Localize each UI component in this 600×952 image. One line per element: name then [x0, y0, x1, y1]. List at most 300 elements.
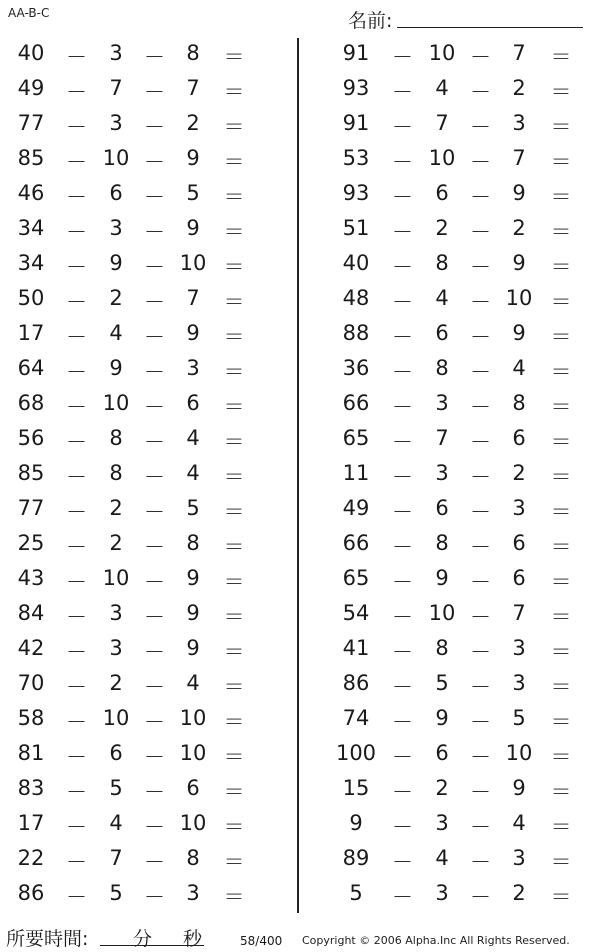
number-b: 2 [435, 776, 449, 800]
minus-sign: － [470, 185, 491, 209]
minus-sign: － [470, 255, 491, 279]
number-a: 85 [17, 146, 45, 170]
number-a: 49 [17, 76, 45, 100]
equals-sign: ＝ [550, 325, 572, 349]
number-b: 9 [435, 706, 449, 730]
number-c: 3 [186, 881, 200, 905]
equals-sign: ＝ [223, 500, 245, 524]
number-b: 10 [428, 601, 456, 625]
number-b: 4 [435, 846, 449, 870]
equals-sign: ＝ [223, 325, 245, 349]
problem-row-right [0, 353, 600, 388]
number-c: 5 [512, 706, 526, 730]
minus-sign: － [392, 185, 413, 209]
number-b: 9 [109, 251, 123, 275]
equals-sign: ＝ [550, 535, 572, 559]
minus-sign: － [144, 745, 165, 769]
equals-sign: ＝ [223, 850, 245, 874]
number-c: 3 [512, 496, 526, 520]
number-c: 7 [186, 76, 200, 100]
minus-sign: － [470, 710, 491, 734]
minus-sign: － [66, 290, 87, 314]
number-c: 3 [512, 111, 526, 135]
number-b: 6 [435, 496, 449, 520]
problem-row-right [0, 458, 600, 493]
minus-sign: － [470, 325, 491, 349]
number-c: 7 [512, 146, 526, 170]
number-b: 7 [109, 76, 123, 100]
number-a: 11 [342, 461, 370, 485]
equals-sign: ＝ [550, 745, 572, 769]
number-a: 46 [17, 181, 45, 205]
equals-sign: ＝ [223, 605, 245, 629]
number-c: 9 [186, 321, 200, 345]
number-c: 9 [186, 216, 200, 240]
number-b: 10 [428, 41, 456, 65]
number-c: 10 [179, 741, 207, 765]
equals-sign: ＝ [223, 535, 245, 559]
minus-sign: － [144, 255, 165, 279]
minus-sign: － [66, 150, 87, 174]
equals-sign: ＝ [223, 745, 245, 769]
number-b: 5 [109, 776, 123, 800]
equals-sign: ＝ [550, 640, 572, 664]
minus-sign: － [470, 360, 491, 384]
number-b: 2 [109, 496, 123, 520]
name-label: 名前: [348, 10, 393, 32]
number-a: 86 [17, 881, 45, 905]
minus-sign: － [66, 535, 87, 559]
minus-sign: － [392, 710, 413, 734]
number-b: 2 [109, 286, 123, 310]
problem-row-right [0, 528, 600, 563]
number-b: 8 [109, 426, 123, 450]
number-a: 64 [17, 356, 45, 380]
minus-sign: － [392, 745, 413, 769]
number-a: 43 [17, 566, 45, 590]
minus-sign: － [470, 745, 491, 769]
worksheet-code: AA-B-C [8, 6, 50, 20]
minus-sign: － [470, 115, 491, 139]
minus-sign: － [144, 780, 165, 804]
page-number: 58/400 [240, 934, 283, 948]
equals-sign: ＝ [550, 255, 572, 279]
minus-sign: － [470, 780, 491, 804]
number-b: 5 [109, 881, 123, 905]
equals-sign: ＝ [223, 675, 245, 699]
number-a: 81 [17, 741, 45, 765]
minus-sign: － [66, 185, 87, 209]
problem-row-right [0, 598, 600, 633]
equals-sign: ＝ [550, 780, 572, 804]
number-c: 2 [512, 76, 526, 100]
minus-sign: － [392, 360, 413, 384]
minus-sign: － [144, 500, 165, 524]
number-c: 5 [186, 181, 200, 205]
minus-sign: － [144, 290, 165, 314]
equals-sign: ＝ [550, 220, 572, 244]
equals-sign: ＝ [550, 395, 572, 419]
number-b: 10 [102, 391, 130, 415]
number-c: 4 [512, 356, 526, 380]
minus-sign: － [144, 395, 165, 419]
number-a: 34 [17, 251, 45, 275]
number-a: 83 [17, 776, 45, 800]
number-c: 6 [512, 531, 526, 555]
number-a: 89 [342, 846, 370, 870]
number-b: 2 [109, 671, 123, 695]
minus-sign: － [66, 745, 87, 769]
equals-sign: ＝ [223, 885, 245, 909]
minus-sign: － [66, 325, 87, 349]
minus-sign: － [392, 465, 413, 489]
problem-row-right [0, 843, 600, 878]
equals-sign: ＝ [550, 360, 572, 384]
minus-sign: － [470, 605, 491, 629]
number-a: 86 [342, 671, 370, 695]
equals-sign: ＝ [550, 465, 572, 489]
number-b: 7 [435, 111, 449, 135]
equals-sign: ＝ [223, 710, 245, 734]
equals-sign: ＝ [550, 150, 572, 174]
number-b: 3 [435, 461, 449, 485]
number-a: 77 [17, 496, 45, 520]
number-b: 10 [102, 706, 130, 730]
minus-sign: － [144, 360, 165, 384]
problem-row-right [0, 248, 600, 283]
number-a: 15 [342, 776, 370, 800]
number-c: 6 [512, 566, 526, 590]
minus-sign: － [144, 605, 165, 629]
number-b: 3 [109, 601, 123, 625]
number-c: 4 [186, 426, 200, 450]
number-c: 8 [512, 391, 526, 415]
number-b: 9 [435, 566, 449, 590]
number-c: 7 [512, 601, 526, 625]
copyright-notice: Copyright © 2006 Alpha.Inc All Rights Reserved. [302, 934, 570, 947]
minus-sign: － [392, 885, 413, 909]
problem-row-right [0, 38, 600, 73]
minus-sign: － [66, 395, 87, 419]
number-b: 8 [435, 251, 449, 275]
equals-sign: ＝ [223, 360, 245, 384]
problem-row-right [0, 878, 600, 913]
equals-sign: ＝ [550, 710, 572, 734]
equals-sign: ＝ [550, 605, 572, 629]
minus-sign: － [144, 185, 165, 209]
minus-sign: － [144, 325, 165, 349]
equals-sign: ＝ [550, 430, 572, 454]
minus-sign: － [470, 535, 491, 559]
problem-row-right [0, 668, 600, 703]
equals-sign: ＝ [223, 430, 245, 454]
problem-row-right [0, 388, 600, 423]
minus-sign: － [392, 115, 413, 139]
number-a: 48 [342, 286, 370, 310]
minus-sign: － [392, 850, 413, 874]
number-c: 4 [186, 671, 200, 695]
problem-row-right [0, 423, 600, 458]
minus-sign: － [392, 290, 413, 314]
minus-sign: － [144, 220, 165, 244]
number-a: 40 [17, 41, 45, 65]
minus-sign: － [66, 465, 87, 489]
problem-row-right [0, 808, 600, 843]
minus-sign: － [144, 465, 165, 489]
number-b: 2 [435, 216, 449, 240]
minus-sign: － [470, 430, 491, 454]
equals-sign: ＝ [550, 290, 572, 314]
equals-sign: ＝ [550, 185, 572, 209]
equals-sign: ＝ [550, 570, 572, 594]
equals-sign: ＝ [223, 780, 245, 804]
number-a: 9 [349, 811, 363, 835]
number-c: 3 [512, 636, 526, 660]
minus-sign: － [470, 150, 491, 174]
minus-sign: － [392, 780, 413, 804]
number-c: 8 [186, 846, 200, 870]
problem-row-right [0, 108, 600, 143]
number-c: 9 [186, 146, 200, 170]
number-a: 88 [342, 321, 370, 345]
minus-sign: － [392, 395, 413, 419]
minus-sign: － [392, 535, 413, 559]
minus-sign: － [144, 430, 165, 454]
number-b: 6 [435, 741, 449, 765]
problem-row-right [0, 773, 600, 808]
time-label: 所要時間: [6, 928, 89, 950]
minus-sign: － [66, 850, 87, 874]
number-c: 10 [179, 251, 207, 275]
minutes-label: 分 [133, 928, 153, 950]
equals-sign: ＝ [550, 850, 572, 874]
problem-row-right [0, 703, 600, 738]
minus-sign: － [392, 220, 413, 244]
number-b: 5 [435, 671, 449, 695]
minus-sign: － [470, 45, 491, 69]
number-a: 91 [342, 111, 370, 135]
number-a: 91 [342, 41, 370, 65]
minus-sign: － [470, 290, 491, 314]
minus-sign: － [66, 255, 87, 279]
minus-sign: － [144, 640, 165, 664]
minus-sign: － [392, 675, 413, 699]
number-c: 2 [512, 461, 526, 485]
number-a: 74 [342, 706, 370, 730]
number-b: 4 [109, 811, 123, 835]
minus-sign: － [392, 150, 413, 174]
number-a: 85 [17, 461, 45, 485]
name-input-line[interactable] [397, 27, 583, 28]
equals-sign: ＝ [223, 290, 245, 314]
number-a: 68 [17, 391, 45, 415]
number-c: 8 [186, 531, 200, 555]
number-b: 3 [109, 216, 123, 240]
minus-sign: － [392, 605, 413, 629]
number-a: 65 [342, 566, 370, 590]
equals-sign: ＝ [223, 115, 245, 139]
number-b: 3 [435, 391, 449, 415]
minus-sign: － [144, 710, 165, 734]
number-c: 6 [186, 776, 200, 800]
minus-sign: － [66, 80, 87, 104]
equals-sign: ＝ [223, 185, 245, 209]
number-b: 4 [109, 321, 123, 345]
equals-sign: ＝ [223, 80, 245, 104]
number-a: 65 [342, 426, 370, 450]
number-a: 22 [17, 846, 45, 870]
number-c: 9 [512, 251, 526, 275]
number-c: 4 [186, 461, 200, 485]
equals-sign: ＝ [223, 45, 245, 69]
minus-sign: － [392, 80, 413, 104]
minus-sign: － [144, 535, 165, 559]
number-b: 8 [435, 531, 449, 555]
minus-sign: － [144, 675, 165, 699]
number-c: 8 [186, 41, 200, 65]
problem-row-right [0, 213, 600, 248]
equals-sign: ＝ [550, 675, 572, 699]
minus-sign: － [470, 570, 491, 594]
number-a: 84 [17, 601, 45, 625]
problem-row-right [0, 738, 600, 773]
number-c: 7 [186, 286, 200, 310]
equals-sign: ＝ [223, 465, 245, 489]
minus-sign: － [144, 150, 165, 174]
problem-row-right [0, 178, 600, 213]
number-c: 3 [186, 356, 200, 380]
minus-sign: － [392, 815, 413, 839]
equals-sign: ＝ [550, 815, 572, 839]
number-c: 2 [512, 881, 526, 905]
number-a: 36 [342, 356, 370, 380]
number-a: 5 [349, 881, 363, 905]
number-c: 9 [186, 636, 200, 660]
number-a: 51 [342, 216, 370, 240]
minus-sign: － [66, 430, 87, 454]
number-b: 3 [435, 811, 449, 835]
equals-sign: ＝ [223, 570, 245, 594]
minus-sign: － [470, 675, 491, 699]
number-b: 6 [435, 321, 449, 345]
number-b: 6 [109, 181, 123, 205]
problem-row-right [0, 633, 600, 668]
equals-sign: ＝ [223, 255, 245, 279]
number-a: 50 [17, 286, 45, 310]
minus-sign: － [470, 465, 491, 489]
number-a: 66 [342, 391, 370, 415]
number-b: 3 [109, 41, 123, 65]
number-a: 66 [342, 531, 370, 555]
minus-sign: － [470, 850, 491, 874]
number-a: 41 [342, 636, 370, 660]
minus-sign: － [66, 815, 87, 839]
number-b: 6 [435, 181, 449, 205]
equals-sign: ＝ [550, 500, 572, 524]
equals-sign: ＝ [223, 220, 245, 244]
minus-sign: － [392, 570, 413, 594]
number-c: 6 [186, 391, 200, 415]
minus-sign: － [392, 430, 413, 454]
equals-sign: ＝ [223, 150, 245, 174]
number-a: 40 [342, 251, 370, 275]
minus-sign: － [144, 80, 165, 104]
number-c: 9 [512, 181, 526, 205]
number-c: 3 [512, 846, 526, 870]
number-b: 7 [109, 846, 123, 870]
number-c: 2 [186, 111, 200, 135]
minus-sign: － [144, 885, 165, 909]
minus-sign: － [66, 360, 87, 384]
minus-sign: － [66, 640, 87, 664]
problem-row-right [0, 493, 600, 528]
equals-sign: ＝ [550, 80, 572, 104]
minus-sign: － [392, 255, 413, 279]
number-b: 10 [102, 566, 130, 590]
number-a: 100 [335, 741, 377, 765]
number-a: 42 [17, 636, 45, 660]
number-a: 70 [17, 671, 45, 695]
problem-row-right [0, 283, 600, 318]
minus-sign: － [470, 885, 491, 909]
minus-sign: － [66, 570, 87, 594]
minus-sign: － [66, 115, 87, 139]
seconds-label: 秒 [183, 928, 203, 950]
number-a: 53 [342, 146, 370, 170]
number-c: 10 [179, 811, 207, 835]
number-c: 3 [512, 671, 526, 695]
problem-row-right [0, 73, 600, 108]
number-c: 2 [512, 216, 526, 240]
problem-row-right [0, 563, 600, 598]
number-c: 7 [512, 41, 526, 65]
number-c: 10 [505, 741, 533, 765]
number-a: 54 [342, 601, 370, 625]
number-c: 10 [505, 286, 533, 310]
number-b: 2 [109, 531, 123, 555]
number-b: 3 [435, 881, 449, 905]
minus-sign: － [66, 220, 87, 244]
number-a: 77 [17, 111, 45, 135]
minus-sign: － [66, 885, 87, 909]
minus-sign: － [144, 115, 165, 139]
number-b: 8 [109, 461, 123, 485]
problem-row-right [0, 318, 600, 353]
number-a: 58 [17, 706, 45, 730]
number-c: 9 [512, 776, 526, 800]
number-b: 4 [435, 286, 449, 310]
minus-sign: － [392, 640, 413, 664]
equals-sign: ＝ [550, 45, 572, 69]
minus-sign: － [66, 675, 87, 699]
minus-sign: － [470, 640, 491, 664]
minus-sign: － [470, 395, 491, 419]
number-a: 93 [342, 181, 370, 205]
minus-sign: － [144, 815, 165, 839]
number-c: 5 [186, 496, 200, 520]
number-a: 34 [17, 216, 45, 240]
minus-sign: － [392, 45, 413, 69]
minus-sign: － [392, 325, 413, 349]
minus-sign: － [470, 220, 491, 244]
minus-sign: － [66, 780, 87, 804]
number-a: 25 [17, 531, 45, 555]
minus-sign: － [66, 500, 87, 524]
number-b: 10 [102, 146, 130, 170]
number-b: 8 [435, 356, 449, 380]
number-b: 8 [435, 636, 449, 660]
equals-sign: ＝ [550, 885, 572, 909]
